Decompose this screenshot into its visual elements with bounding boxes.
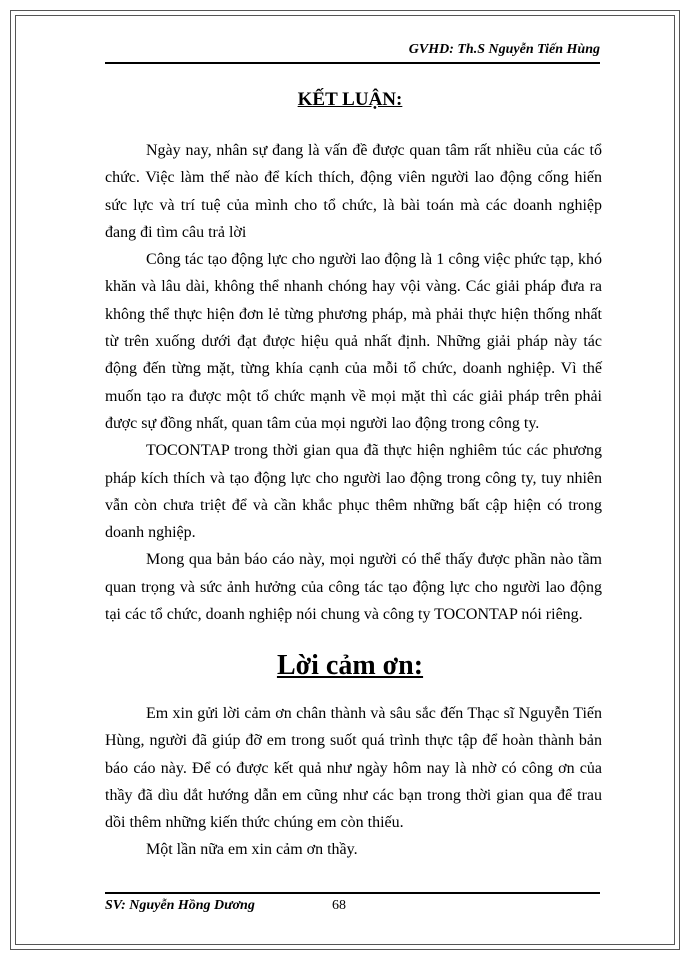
footer-rule — [105, 892, 600, 894]
thanks-body — [105, 700, 602, 864]
conclusion-paragraph: Mong qua bản báo cáo này, mọi người có thể thấy được phần nào tầm quan trọng và sức ảnh hưởng của công tác tạo động lực cho người lao động tại các tổ chức, doanh nghiệp nói chung và công ty TOCONTAP nói riêng. — [105, 551, 602, 624]
conclusion-paragraph: TOCONTAP trong thời gian qua đã thực hiện nghiêm túc các phương pháp kích thích và tạo động lực cho người lao động trong công ty, tuy nhiên vẫn còn chưa triệt để và cần khắc phục thêm những bất cập hiện có trong doanh nghiệp. — [105, 442, 602, 542]
footer-author: SV: Nguyễn Hồng Dương — [105, 898, 255, 913]
thanks-paragraph: Một lần nữa em xin cảm ơn thầy. — [146, 841, 358, 859]
conclusion-title: KẾT LUẬN: — [297, 89, 403, 110]
conclusion-paragraph: Công tác tạo động lực cho người lao động là 1 công việc phức tạp, khó khăn và lâu dài, không thể nhanh chóng hay vội vàng. Các giải pháp đưa ra không thể thực hiện đơn lẻ từng phương pháp, mà phải thực hiện thống nhất từ trên xuống dưới đạt được hiệu quả nhất định. Những giải pháp này tác động đến từng mặt, từng khía cạnh của mỗi tổ chức, doanh nghiệp. Vì thế muốn tạo ra được một tổ chức mạnh về mọi mặt thì các giải pháp trên phải được sự đồng nhất, quan tâm của mọi người lao động trong công ty. — [105, 251, 602, 432]
conclusion-body — [105, 137, 602, 628]
thanks-paragraph: Em xin gửi lời cảm ơn chân thành và sâu sắc đến Thạc sĩ Nguyễn Tiến Hùng, người đã giúp đỡ em trong suốt quá trình thực tập để hoàn thành bản báo cáo này. Để có được kết quả như ngày hôm nay là nhờ có công ơn của thầy đã dìu dắt hướng dẫn em cũng như các bạn trong thời gian qua để trau dồi thêm những kiến thức chúng em còn thiếu. — [105, 705, 602, 832]
header-supervisor: GVHD: Th.S Nguyễn Tiến Hùng — [408, 42, 600, 57]
conclusion-paragraph: Ngày nay, nhân sự đang là vấn đề được quan tâm rất nhiều của các tổ chức. Việc làm thế nào để kích thích, động viên người lao động cống hiến sức lực và trí tuệ của mình cho tổ chức, là bài toán mà các doanh nghiệp đang đi tìm câu trả lời — [105, 142, 602, 241]
thanks-title: Lời cảm ơn: — [276, 650, 424, 681]
page-number: 68 — [332, 898, 346, 913]
header-rule — [105, 62, 600, 64]
